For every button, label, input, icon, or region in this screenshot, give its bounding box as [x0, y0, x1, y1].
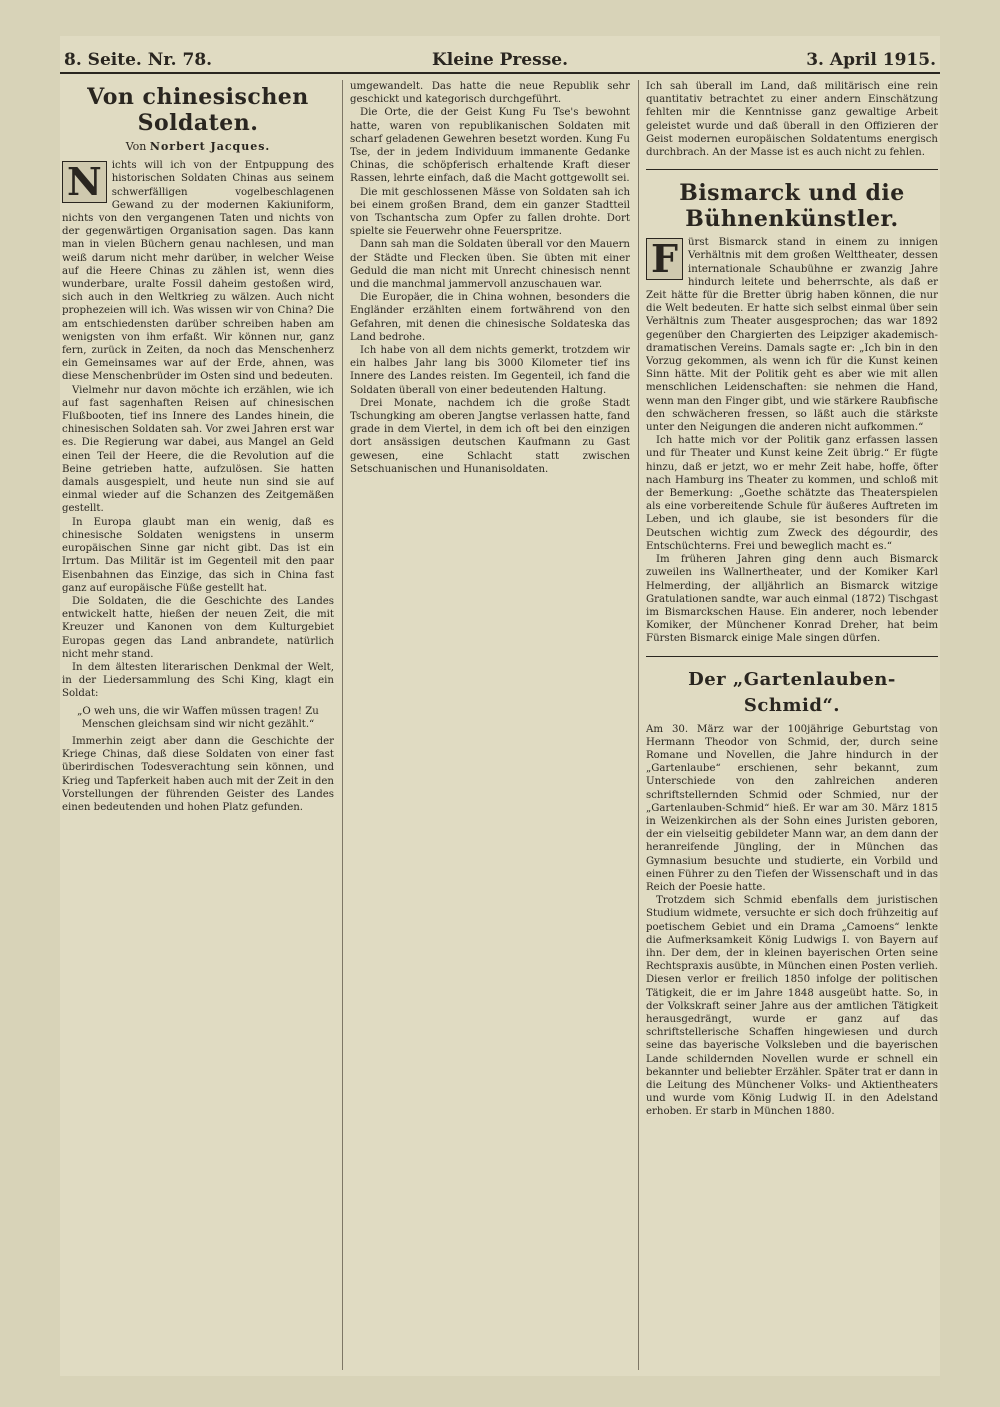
paper-name: Kleine Presse. — [431, 50, 569, 70]
newspaper-page — [60, 36, 940, 1376]
paragraph: Ich sah überall im Land, daß militärisch eine rein quantitativ betrachtet zu einer andern Einschätzung fehlten mir die Kenntnisse ganz gewaltige Arbeit geleistet wurde und daß überall in den Offizieren der Geist modernen europäischen Soldatentums energisch durchbrach. An der Masse ist es auch nicht zu fehlen. — [646, 81, 938, 159]
paragraph: ürst Bismarck stand in einem zu innigen Verhältnis mit dem großen Welttheater, dessen internationale Schaubühne er zwanzig Jahre hindurch leitete und beherrschte, als daß er Zeit hätte für die Bretter übrig haben können, die nur die Welt bedeuten. Er hatte sich selbst einmal über sein Verhältnis zum Theater ausgesprochen; das war 1892 gegenüber den Chargierten des Leipziger akademisch-dramatischen Vereins. Damals sagte er: „Ich bin in den Vorzug gekommen, als wenn ich für die Kunst keinen Sinn hätte. Mit der Politik geht es aber wie mit allen menschlichen Leidenschaften: sie nehmen die Hand, wenn man den Finger gibt, und wie stärkere Raubfische den schwächeren fressen, so läßt auch die stärkste unter den Neigungen die anderen nicht aufkommen.“ — [646, 237, 938, 434]
column-rule — [638, 80, 639, 1370]
page-number: 8. Seite. Nr. 78. — [64, 50, 213, 70]
paragraph: Die Soldaten, die die Geschichte des Landes entwickelt hatte, hießen der neuen Zeit, die mit Kreuzer und Kanonen von dem Kulturgebiet Europas gegen das Land anbrandete, natürlich nicht mehr stand. — [62, 595, 334, 660]
paragraph: Im früheren Jahren ging denn auch Bismarck zuweilen ins Wallnertheater, und der Komiker Karl Helmerding, der alljährlich an Bismarck witzige Gratulationen sandte, war auch einmal (1872) Tischgast im Bismarckschen Hause. Ein anderer, noch lebender Komiker, der Münchener Konrad Dreher, hat beim Fürsten Bismarck einige Male singen dürfen. — [646, 554, 938, 645]
byline: Von Norbert Jacques. — [125, 140, 271, 153]
paragraph: In Europa glaubt man ein wenig, daß es chinesische Soldaten wenigstens in unserm europäischen Sinne gar nicht gibt. Das ist ein Irrtum. Das Militär ist im Gegenteil mit den paar Eisenbahnen das Einzige, das sich in China fast ganz auf europäische Füße gestellt hat. — [62, 516, 334, 594]
drop-cap: N — [62, 161, 107, 203]
paragraph: Ich habe von all dem nichts gemerkt, trotzdem wir ein halbes Jahr lang bis 3000 Kilometer tief ins Innere des Landes reisten. Im Gegenteil, ich fand die Soldaten überall von einer bedeutenden Haltung. — [350, 345, 630, 396]
paragraph: Die Orte, die der Geist Kung Fu Tse's bewohnt hatte, waren von republikanischen Soldaten mit scharf geladenen Gewehren besetzt worden. Kung Fu Tse, der in jedem Individuum immanente Gedanke Chinas, die schöpferisch erhaltende Kraft dieser Rassen, lehrte einfach, daß die Macht gottgewollt sei. — [350, 107, 630, 185]
paragraph: Drei Monate, nachdem ich die große Stadt Tschungking am oberen Jangtse verlassen hatte, fand grade in dem Viertel, in dem ich oft bei den einzigen dort ansässigen deutschen Kaufmann zu Gast gewesen, eine Schlacht statt zwischen Setschuanischen und Hunanisoldaten. — [350, 397, 630, 475]
paragraph: ichts will ich von der Entpuppung des historischen Soldaten Chinas aus seinem schwerfälligen vogelbeschlagenen Gewand zu der modernen Kakiuniform, nichts von den vergangenen Taten und nichts von der gegenwärtigen Organisation sagen. Das kann man in vielen Büchern genau nachlesen, und man weiß darum nicht mehr darüber, in welcher Weise auf die Heere Chinas zu zählen ist, wenn dies wunderbare, uralte Fossil daheim gestoßen wird, sich auch in den Weltkrieg zu wälzen. Auch nicht prophezeien will ich. Was wissen wir von China? Die am entschiedensten darüber schreiben haben am wenigsten von ihm erfaßt. Wir können nur, ganz fern, zurück in Zeiten, da noch das Menschenherz ein Gemeinsames war auf der Erde, ahnen, was diese Menschenbrüder im Osten sind und bedeuten. — [62, 160, 334, 383]
paragraph: Die mit geschlossenen Mässe von Soldaten sah ich bei einem großen Brand, dem ein ganzer Stadtteil von Tschantscha zum Opfer zu fallen drohte. Dort spielte sie Feuerwehr ohne Feuerspritze. — [350, 186, 630, 238]
column-3 — [646, 80, 938, 1372]
article-title: Der „Gartenlauben-Schmid“. — [688, 668, 896, 716]
issue-date: 3. April 1915. — [806, 50, 936, 70]
article-continuation — [350, 80, 630, 476]
paragraph: Ich hatte mich vor der Politik ganz erfassen lassen und für Theater und Kunst keine Zeit übrig.“ Er fügte hinzu, daß er jetzt, wo er mehr Zeit habe, hoffe, öfter nach Hamburg ins Theater zu kommen, und schloß mit der Bemerkung: „Goethe schätzte das Theaterspielen als eine vorbereitende Schule für äußeres Auftreten im Leben, und ich glaube, sie ist besonders für die Deutschen wichtig zum Zweck des dégourdir, des Entschüchterns. Frei und beweglich macht es.“ — [646, 435, 938, 552]
article-continuation — [646, 80, 938, 159]
paragraph: Dann sah man die Soldaten überall vor den Mauern der Städte und Flecken üben. Sie übten mit einer Geduld die man nicht mit Unrecht chinesisch nennt und die manchmal jammervoll anzuschauen war. — [350, 239, 630, 291]
masthead — [60, 42, 940, 74]
article-title: Von chinesischen Soldaten. — [87, 84, 309, 136]
paragraph: Am 30. März war der 100jährige Geburtstag von Hermann Theodor von Schmid, der, durch seine Romane und Novellen, die Jahre hindurch in der „Gartenlaube“ erschienen, sehr bekannt, zum Unterschiede von den zahlreichen anderen schriftstellernden Schmid oder Schmied, nur der „Gartenlauben-Schmid“ hieß. Er war am 30. März 1815 in Weizenkirchen als der Sohn eines Juristen geboren, der ein vielseitig gebildeter Mann war, an dem dann der heranreifende Jüngling, der in München das Gymnasium besuchte und studierte, ein Vorbild und einen Führer zu den Tiefen der Wissenschaft und in das Reich der Poesie hatte. — [646, 723, 938, 893]
column-rule — [342, 80, 343, 1370]
article-body — [646, 723, 938, 1119]
paragraph: umgewandelt. Das hatte die neue Republik sehr geschickt und kategorisch durchgeführt. — [350, 81, 630, 106]
paragraph: Immerhin zeigt aber dann die Geschichte der Kriege Chinas, daß diese Soldaten von einer fast überirdischen Todesverachtung sein können, und Krieg und Tapferkeit haben auch mit der Zeit in den Vorstellungen der führenden Geister des Landes einen bedeutenden und hohen Platz gefunden. — [62, 735, 334, 813]
paragraph: Vielmehr nur davon möchte ich erzählen, wie ich auf fast sagenhaften Reisen auf chinesischen Flußbooten, tief ins Innere des Landes hinein, die chinesischen Soldaten sah. Vor zwei Jahren erst war es. Die Regierung war dabei, aus Mangel an Geld einen Teil der Heere, die die Revolution auf die Beine getrieben hatte, aufzulösen. Sie hatten damals ausgespielt, und heute nun sind sie auf einmal wieder auf die Schanzen des Zeitgemäßen gestellt. — [62, 384, 334, 515]
paragraph: In dem ältesten literarischen Denkmal der Welt, in der Liedersammlung des Schi King, klagt ein Soldat: — [62, 661, 334, 700]
article-body — [646, 236, 938, 645]
column-1 — [62, 80, 334, 1372]
quote: „O weh uns, die wir Waffen müssen tragen! Zu Menschen gleichsam sind wir nicht gezählt.“ — [77, 705, 319, 730]
article-body — [62, 159, 334, 814]
divider — [646, 169, 938, 170]
divider — [646, 656, 938, 657]
paragraph: Trotzdem sich Schmid ebenfalls dem juristischen Studium widmete, versuchte er sich doch frühzeitig auf poetischem Gebiet und ein Drama „Camoens“ lenkte die Aufmerksamkeit König Ludwigs I. von Bayern auf ihn. Der dem, der in kleinen bayerischen Orten seine Rechtspraxis ausübte, in München einen Posten verlieh. Diesen verlor er freilich 1850 infolge der politischen Tätigkeit, die er im Jahre 1848 ausgeübt hatte. So, in der Volkskraft seiner Jahre aus der amtlichen Tätigkeit herausgedrängt, wurde er ganz auf das schriftstellerische Schaffen hingewiesen und durch seine das bayerische Volksleben und die bayerischen Lande schildernden Novellen wurde er schnell ein bekannter und beliebter Erzähler. Später trat er dann in die Leitung des Münchener Volks- und Aktientheaters und wurde vom König Ludwig II. in den Adelstand erhoben. Er starb in München 1880. — [646, 895, 938, 1118]
column-2 — [350, 80, 630, 1372]
author-name: Norbert Jacques. — [149, 140, 271, 153]
drop-cap: F — [646, 238, 683, 280]
paragraph: Die Europäer, die in China wohnen, besonders die Engländer erzählten einem fortwährend von den Gefahren, mit denen die chinesische Soldateska das Land bedrohe. — [350, 292, 630, 343]
article-title: Bismarck und die Bühnenkünstler. — [679, 180, 905, 233]
